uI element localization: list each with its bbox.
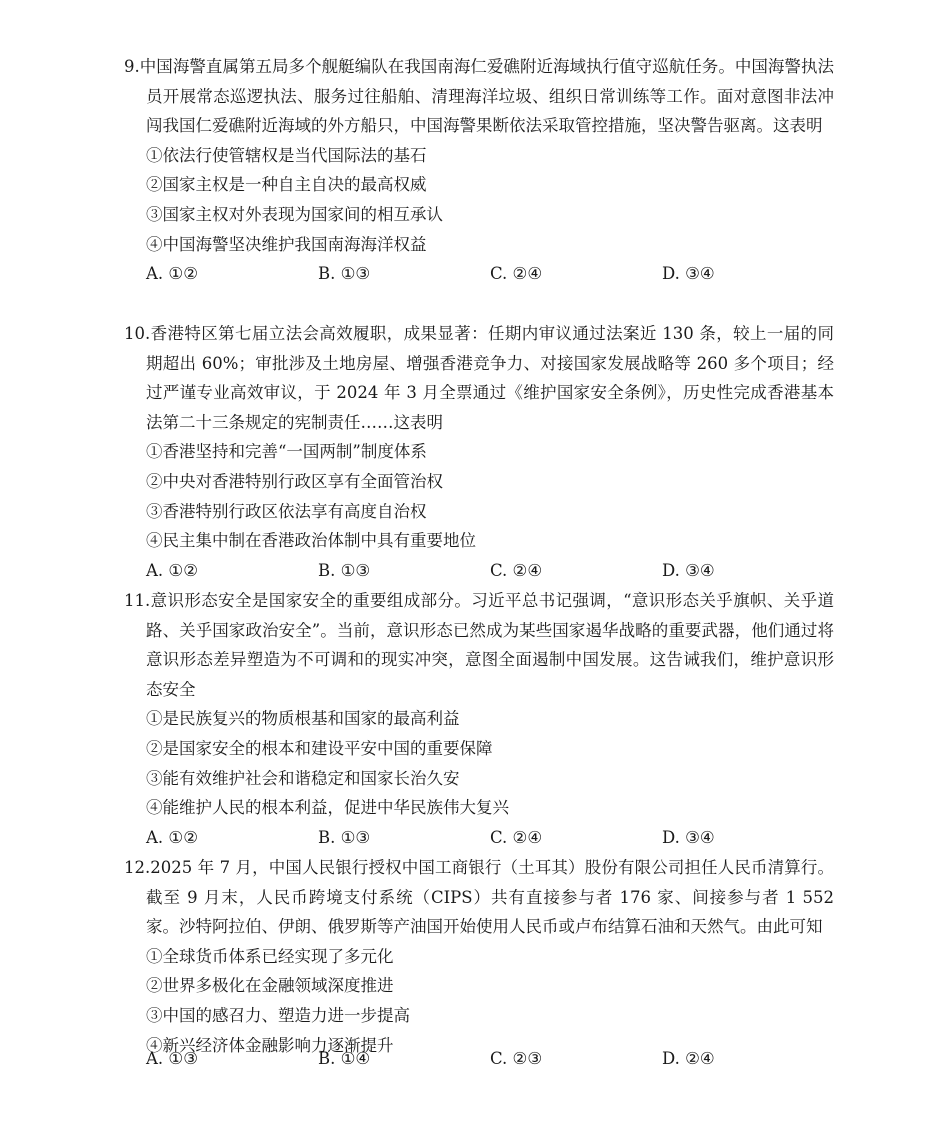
- choice-d: D. ③④: [662, 827, 715, 847]
- choice-b: B. ①④: [318, 1049, 371, 1068]
- option-item: ①依法行使管辖权是当代国际法的基石: [146, 145, 427, 165]
- choice-c: C. ②④: [490, 264, 543, 284]
- option-item: ③香港特别行政区依法享有高度自治权: [146, 501, 427, 521]
- question-stem: 9.中国海警直属第五局多个舰艇编队在我国南海仁爱礁附近海域执行值守巡航任务。中国海警执法员开展常态巡逻执法、服务过往船舶、清理海洋垃圾、组织日常训练等工作。面对意图非法冲闯我国仁爱礁附近海域的外方船只，中国海警果断依法采取管控措施，坚决警告驱离。这表明: [124, 57, 834, 136]
- answer-choices: [124, 823, 834, 853]
- choice-d: D. ③④: [662, 560, 715, 580]
- option-item: ③中国的感召力、塑造力进一步提高: [146, 1005, 410, 1025]
- question-9: [124, 52, 834, 289]
- choice-d: D. ③④: [662, 264, 715, 284]
- choice-a: A. ①②: [146, 560, 198, 580]
- cropped-answer-choices: [146, 1049, 836, 1075]
- choice-c: C. ②③: [490, 1049, 543, 1068]
- option-item: ②国家主权是一种自主自决的最高权威: [146, 175, 427, 195]
- option-item: ①是民族复兴的物质根基和国家的最高利益: [146, 709, 460, 729]
- option-item: ①香港坚持和完善“一国两制”制度体系: [146, 442, 427, 462]
- option-item: ③能有效维护社会和谐稳定和国家长治久安: [146, 768, 460, 788]
- choice-b: B. ①③: [318, 560, 371, 580]
- choice-c: C. ②④: [490, 560, 543, 580]
- choice-b: B. ①③: [318, 264, 371, 284]
- answer-choices: [124, 259, 834, 289]
- choice-b: B. ①③: [318, 827, 371, 847]
- option-item: ④能维护人民的根本利益，促进中华民族伟大复兴: [146, 798, 509, 818]
- option-item: ③国家主权对外表现为国家间的相互承认: [146, 204, 443, 224]
- question-10: [124, 319, 834, 585]
- option-item: ②中央对香港特别行政区享有全面管治权: [146, 471, 443, 491]
- option-item: ①全球货币体系已经实现了多元化: [146, 946, 394, 966]
- choice-d: D. ②④: [662, 1049, 715, 1068]
- option-item: ②世界多极化在金融领域深度推进: [146, 976, 394, 996]
- question-stem: 12.2025 年 7 月，中国人民银行授权中国工商银行（土耳其）股份有限公司担任人民币清算行。截至 9 月末，人民币跨境支付系统（CIPS）共有直接参与者 176 家、间接参与者 1 552 家。沙特阿拉伯、伊朗、俄罗斯等产油国开始使用人民币或卢布结算石油和天然气。由此可知: [124, 858, 834, 937]
- answer-choices: [124, 556, 834, 586]
- question-stem: 11.意识形态安全是国家安全的重要组成部分。习近平总书记强调，“意识形态关乎旗帜、关乎道路、关乎国家政治安全”。当前，意识形态已然成为某些国家遏华战略的重要武器，他们通过将意识形态差异塑造为不可调和的现实冲突，意图全面遏制中国发展。这告诫我们，维护意识形态安全: [124, 591, 834, 699]
- choice-a: A. ①③: [146, 1049, 198, 1068]
- option-item: ④新兴经济体金融影响力逐渐提升: [146, 1035, 394, 1055]
- choice-a: A. ①②: [146, 827, 198, 847]
- question-12: [124, 853, 834, 1060]
- option-item: ④民主集中制在香港政治体制中具有重要地位: [146, 531, 476, 551]
- option-item: ②是国家安全的根本和建设平安中国的重要保障: [146, 738, 493, 758]
- choice-a: A. ①②: [146, 264, 198, 284]
- choice-c: C. ②④: [490, 827, 543, 847]
- question-11: [124, 586, 834, 852]
- question-stem: 10.香港特区第七届立法会高效履职，成果显著：任期内审议通过法案近 130 条，较上一届的同期超出 60%；审批涉及土地房屋、增强香港竞争力、对接国家发展战略等 260 多个项目；经过严谨专业高效审议，于 2024 年 3 月全票通过《维护国家安全条例》，历史性完成香港基本法第二十三条规定的宪制责任……这表明: [124, 324, 834, 432]
- option-item: ④中国海警坚决维护我国南海海洋权益: [146, 234, 427, 254]
